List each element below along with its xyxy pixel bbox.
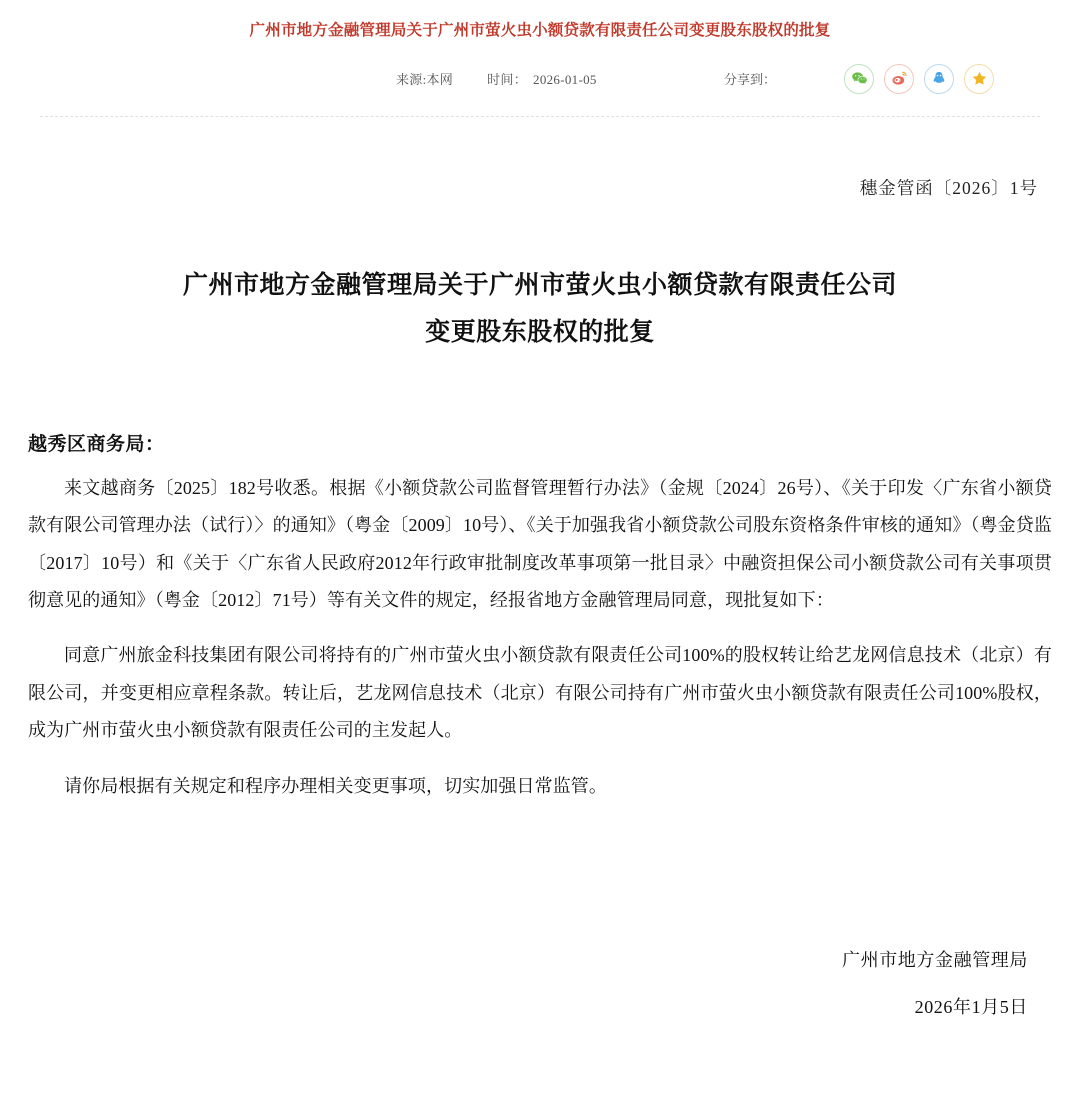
- page-header: [0, 0, 1080, 117]
- signature-date: 2026年1月5日: [914, 996, 1028, 1017]
- qq-icon: [931, 70, 947, 87]
- share-block: [724, 64, 994, 94]
- wechat-icon: [851, 70, 868, 87]
- article-meta-row: [0, 42, 1080, 94]
- document-title: [24, 262, 1056, 357]
- share-wechat-button[interactable]: [844, 64, 874, 94]
- favorite-star-icon: [971, 70, 988, 87]
- signature-organization: 广州市地方金融管理局: [842, 950, 1028, 971]
- document-title-line-1: 广州市地方金融管理局关于广州市萤火虫小额贷款有限责任公司: [182, 270, 897, 299]
- meta-left-group: [396, 69, 597, 88]
- article-source: 来源:本网: [396, 72, 454, 88]
- document-paragraph-1: 来文越商务〔2025〕182号收悉。根据《小额贷款公司监督管理暂行办法》（金规〔2024〕26号）、《关于印发〈广东省小额贷款有限公司管理办法（试行）〉的通知》（粤金〔2009〕10号）、《关于加强我省小额贷款公司股东资格条件审核的通知》（粤金贷监〔2017〕10号）和《关于〈广东省人民政府2012年行政审批制度改革事项第一批目录〉中融资担保公司小额贷款公司有关事项贯彻意见的通知》（粤金〔2012〕71号）等有关文件的规定，经报省地方金融管理局同意，现批复如下：: [28, 477, 1052, 610]
- document-body: [0, 117, 1080, 1031]
- share-qq-button[interactable]: [924, 64, 954, 94]
- share-weibo-button[interactable]: [884, 64, 914, 94]
- article-time-label: 时间：: [487, 72, 528, 88]
- share-label: 分享到：: [723, 72, 776, 88]
- document-signature: [24, 937, 1056, 1031]
- document-recipient: 越秀区商务局：: [28, 433, 165, 455]
- article-time-value: 2026-01-05: [533, 72, 597, 88]
- document-number: 穗金管函〔2026〕1号: [859, 177, 1038, 198]
- document-title-line-2: 变更股东股权的批复: [425, 318, 655, 347]
- document-paragraph-3: 请你局根据有关规定和程序办理相关变更事项，切实加强日常监管。: [64, 775, 607, 796]
- share-icon-list: [844, 64, 994, 94]
- page-title: 广州市地方金融管理局关于广州市萤火虫小额贷款有限责任公司变更股东股权的批复: [249, 22, 831, 39]
- document-paragraph-2: 同意广州旅金科技集团有限公司将持有的广州市萤火虫小额贷款有限责任公司100%的股权转让给艺龙网信息技术（北京）有限公司，并变更相应章程条款。转让后，艺龙网信息技术（北京）有限公司持有广州市萤火虫小额贷款有限责任公司100%股权，成为广州市萤火虫小额贷款有限责任公司的主发起人。: [28, 645, 1052, 741]
- article-time: [487, 69, 597, 88]
- share-favorite-button[interactable]: [964, 64, 994, 94]
- weibo-icon: [891, 70, 908, 87]
